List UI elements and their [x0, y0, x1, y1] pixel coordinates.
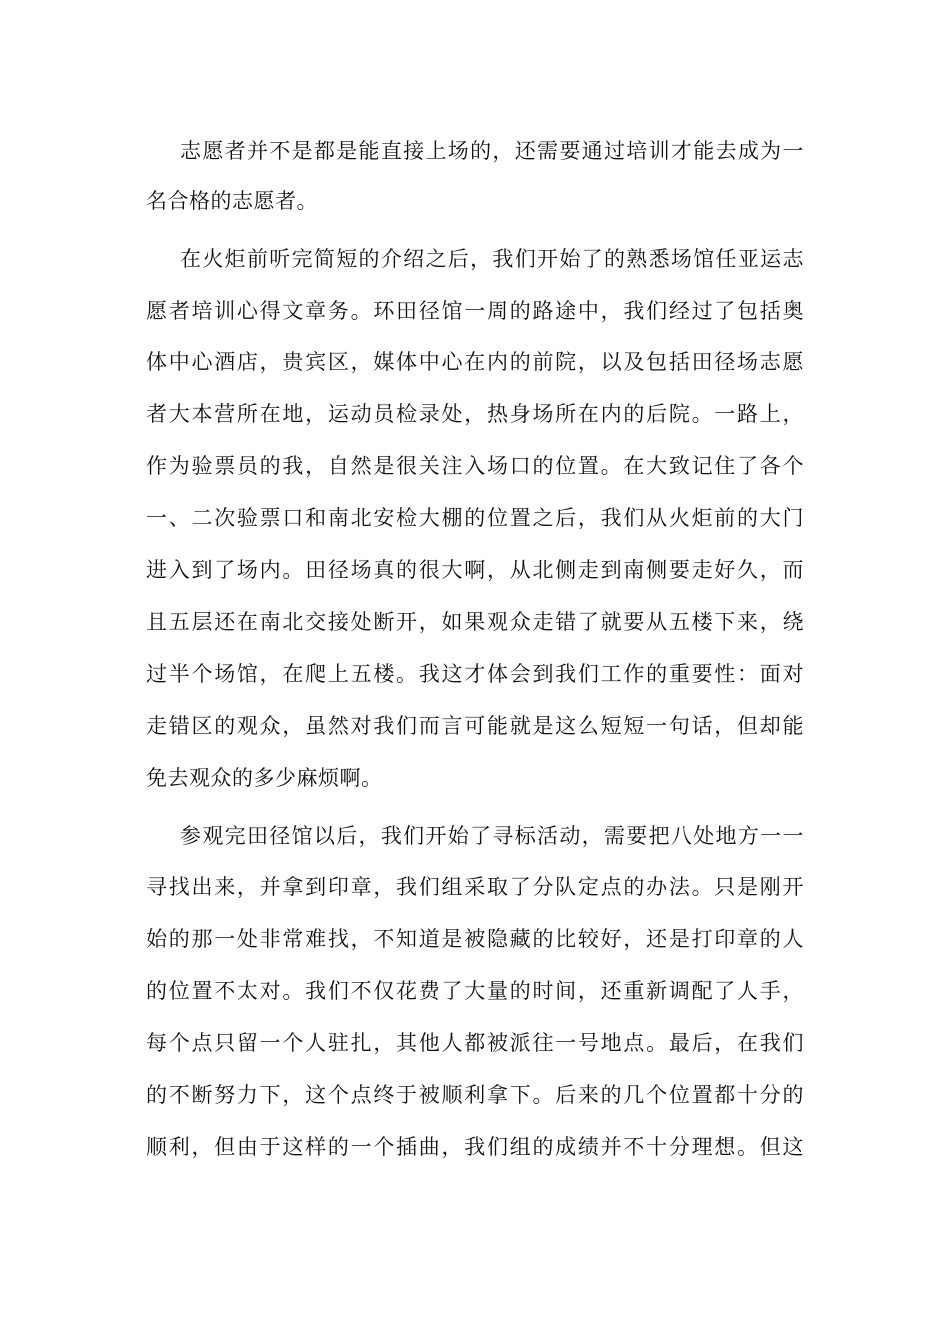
paragraph-3-line-4: 的位置不太对。我们不仅花费了大量的时间，还重新调配了人手，: [146, 979, 804, 1003]
paragraph-2-line-3: 体中心酒店，贵宾区，媒体中心在内的前院，以及包括田径场志愿: [146, 350, 804, 374]
paragraph-2-line-8: 且五层还在南北交接处断开，如果观众走错了就要从五楼下来，绕: [146, 610, 804, 634]
paragraph-2-line-4: 者大本营所在地，运动员检录处，热身场所在内的后院。一路上，: [146, 402, 804, 426]
paragraph-2-line-6: 一、二次验票口和南北安检大棚的位置之后，我们从火炬前的大门: [146, 506, 804, 530]
paragraph-2-line-1: 在火炬前听完简短的介绍之后，我们开始了的熟悉场馆任亚运志: [180, 247, 804, 271]
paragraph-3-line-1: 参观完田径馆以后，我们开始了寻标活动，需要把八处地方一一: [180, 824, 804, 848]
paragraph-2-line-2: 愿者培训心得文章务。环田径馆一周的路途中，我们经过了包括奥: [146, 299, 804, 323]
paragraph-2-line-10: 走错区的观众，虽然对我们而言可能就是这么短短一句话，但却能: [146, 714, 804, 738]
paragraph-2-line-7: 进入到了场内。田径场真的很大啊，从北侧走到南侧要走好久，而: [146, 558, 804, 582]
paragraph-2-line-5: 作为验票员的我，自然是很关注入场口的位置。在大致记住了各个: [146, 454, 804, 478]
paragraph-3-line-6: 的不断努力下，这个点终于被顺利拿下。后来的几个位置都十分的: [146, 1083, 804, 1107]
paragraph-3-line-2: 寻找出来，并拿到印章，我们组采取了分队定点的办法。只是刚开: [146, 875, 804, 899]
paragraph-2-line-11: 免去观众的多少麻烦啊。: [146, 766, 383, 790]
paragraph-1-line-2: 名合格的志愿者。: [146, 189, 318, 213]
paragraph-3-line-5: 每个点只留一个人驻扎，其他人都被派往一号地点。最后，在我们: [146, 1031, 804, 1055]
paragraph-1-line-1: 志愿者并不是都是能直接上场的，还需要通过培训才能去成为一: [180, 139, 804, 163]
paragraph-3-line-7: 顺利，但由于这样的一个插曲，我们组的成绩并不十分理想。但这: [146, 1135, 804, 1159]
paragraph-2-line-9: 过半个场馆，在爬上五楼。我这才体会到我们工作的重要性：面对: [146, 662, 804, 686]
paragraph-3-line-3: 始的那一处非常难找，不知道是被隐藏的比较好，还是打印章的人: [146, 927, 804, 951]
